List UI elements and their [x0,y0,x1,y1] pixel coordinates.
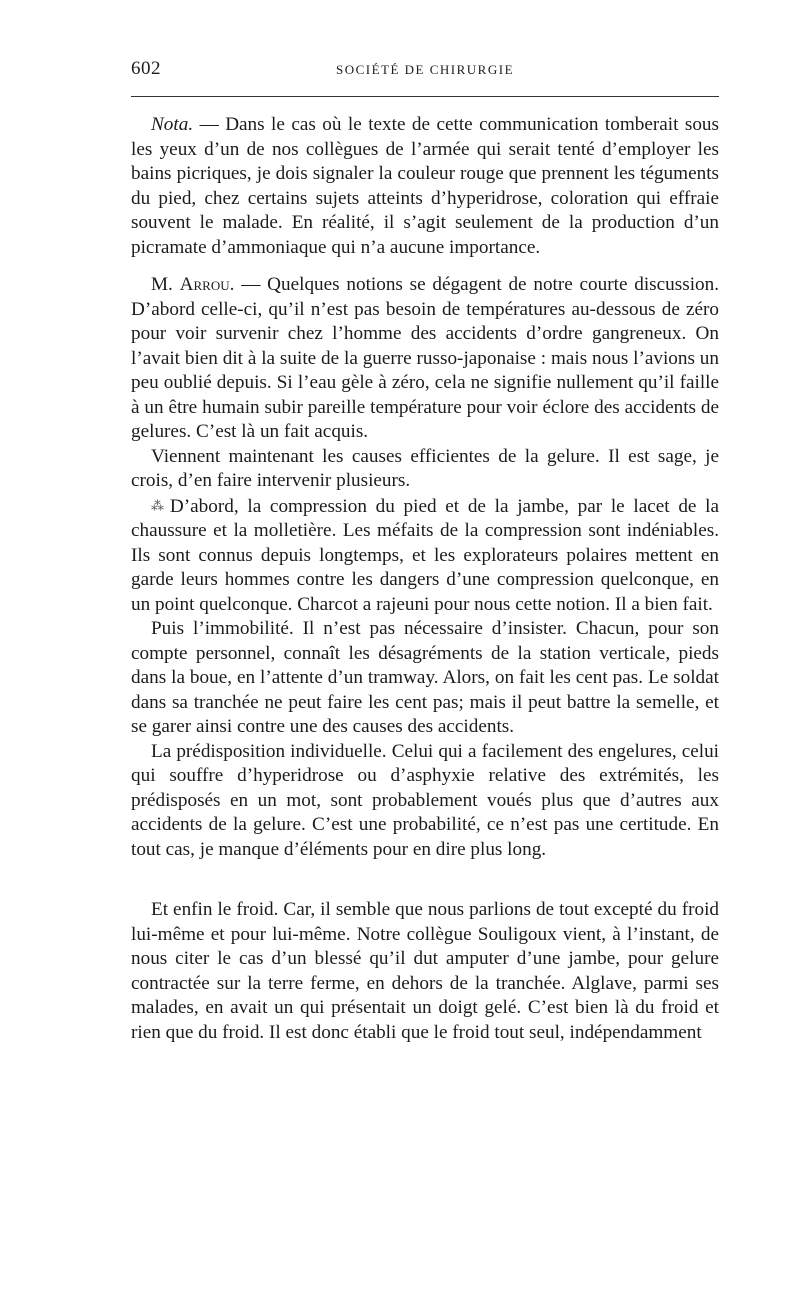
page-number: 602 [131,58,161,79]
causes-paragraph: Viennent maintenant les causes efficientes de la gelure. Il est sage, je crois, d’en faire intervenir plusieurs. [131,445,719,491]
paragraph-gap [131,862,719,898]
predisposition-paragraph: La prédisposition individuelle. Celui qui a facilement des engelures, celui qui souffre d’hyperidrose ou d’asphyxie relative des extrémités, les prédisposés en un mot, sont probablement voués plus que d’autres aux accidents de la gelure. C’est une probabilité, ce n’est pas une certitude. En tout cas, je manque d’éléments pour en dire plus long. [131,740,719,860]
speaker-name: Arrou [179,274,230,295]
running-title: SOCIÉTÉ DE CHIRURGIE [335,62,515,77]
nota-paragraph [131,113,719,260]
nota-text: — Dans le cas où le texte de cette communication tomberait sous les yeux d’un de nos collègues de l’armée qui serait tenté d’employer les bains picriques, je dois signaler la couleur rouge que prennent les téguments du pied, chez certains sujets atteints d’hyperidrose, coloration qui effraie souvent le malade. En réalité, il s’agit seulement de la production d’un picramate d’ammoniaque qui n’a aucune importance. [131,114,719,258]
discussion-intro-paragraph [131,273,719,445]
discussion-intro-text: . — Quelques notions se dégagent de notre courte discussion. D’abord celle-ci, qu’il n’est pas besoin de températures au-dessous de zéro pour voir survenir chez l’homme des accidents d’ordre gangreneux. On l’avait bien dit à la suite de la guerre russo-japonaise : mais nous l’avions un peu oublié depuis. Si l’eau gèle à zéro, cela ne signifie nullement qu’il faille à un être humain subir pareille température pour voir éclore des accidents de gelures. C’est là un fait acquis. [131,274,720,442]
nota-label: Nota. [151,114,194,135]
compression-text: D’abord, la compression du pied et de la jambe, par le lacet de la chaussure et la molletière. Les méfaits de la compression sont indéniables. Ils sont connus depuis longtemps, et les explorateurs polaires mettent en garde leurs hommes contre les dangers d’une compression quelconque, en un point quelconque. Charcot a rajeuni pour nous cette notion. Il a bien fait. [131,495,719,615]
page-body [131,113,719,1045]
compression-paragraph [131,494,719,618]
immobility-paragraph: Puis l’immobilité. Il n’est pas nécessaire d’insister. Chacun, pour son compte personnel, connaît les désagréments de la station verticale, pieds dans la boue, en l’attente d’un tramway. Alors, on fait les cent pas. Le soldat dans sa tranchée ne peut faire les cent pas; mais il peut battre la semelle, et se garer ainsi contre une des causes des accidents. [131,618,719,737]
cold-paragraph: Et enfin le froid. Car, il semble que nous parlions de tout excepté du froid lui-même et pour lui-même. Notre collègue Souligoux vient, à l’instant, de nous citer le cas d’un blessé qu’il dut amputer d’une jambe, pour gelure contractée sur la terre ferme, en dehors de la tranchée. Alglave, parmi ses malades, en avait un qui présentait un doigt gelé. C’est bien là du froid et rien que du froid. Il est donc établi que le froid tout seul, indépendamment [131,899,719,1043]
page-header [131,58,719,88]
header-rule [131,96,719,97]
margin-mark-icon: ⁂ [151,497,168,513]
paragraph-gap [131,260,719,273]
speaker-prefix: M. [151,274,180,295]
